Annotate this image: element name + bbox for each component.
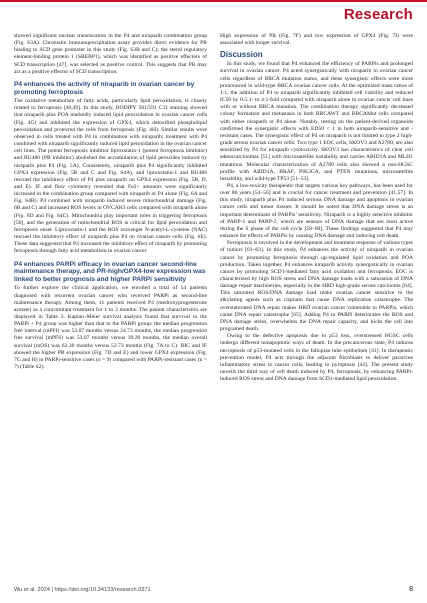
right-paragraph-4: Ferroptosis is involved in the development and treatment response of various types of tumors [61–63]. In this study, P4 enhances the activity of niraparib in ovarian cancer by promoting ferroptosis through up-regulated lipid oxidation and POA production. Taken together, P4 enhances niraparib activity synergistically in ovarian cancer by promoting SCD1-mediated fatty acid oxidation and ferroptosis. EOC is characterized by high ROS stress and DNA damage loads with a saturation of DNA damage repair machineries, especially in the HRD high-grade serous carcinoma [64]. This saturated ROS/DNA damage load make ovarian cancer sensitive to the alkylating agents such as cisplatin that cause DNA replication catastrophe. The overstaturated DNA repair makes HRD ovarian cancer vulnerable to PARPis, which cause DNA repair catastrophe [65]. Adding P4 to PARPi deteriorates the ROS and DNA damage stress, overwhelms the DNA repair capacity, and kicks the cell into programed death. <box>220 240 413 333</box>
section-heading-ferroptosis: P4 enhances the activity of niraparib in ovarian cancer by promoting ferroptosis <box>14 80 195 96</box>
right-column <box>220 33 413 383</box>
journal-name: Research <box>343 6 413 23</box>
section-heading-clinical: P4 enhances PARPi efficacy in ovarian cancer second-line maintenance therapy, and PR-high/GPX4-low expression was linked to better prognosis and higher PARPi sensitivity <box>14 260 206 283</box>
left-paragraph-2: The oxidative metabolism of fatty acids, particularly lipid peroxidation, is closely related to ferroptosis [48,49]. In this study, BODIPY 581/591 C11 staining showed that niraparib plus POA markedly induced lipid peroxidation in ovarian cancer cells (Fig. 4G) and inhibited the expression of GPX4, which detoxified phospholipid peroxidation and protected the cells from ferroptosis (Fig. 4H). Similar results were observed in cells treated with P4 in combination with niraparib; treatment with P4 combined with niraparib significantly induced lipid peroxidation in the ovarian cancer cell lines. The potent ferroptosis inhibitor liproxstatin-1 (potent ferroptosis inhibitor) and RU486 (PR inhibitor) abolished the accumulation of lipid peroxides induced by niraparib plus P4 (Fig. 5A). Consistently, niraparib plus P4 significantly inhibited GPX4 expression (Fig. 5B and C and Fig. S4A), and liproxstatin-1 and RU486 rescued the inhibitory effect of P4 plus niraparib on GPX4 expression (Fig. 5B, D, and E). IF and flow cytometry revealed that Fe2+ amounts were significantly increased in the combination group compared with niraparib or P4 alone (Fig. 6A and Fig. S4B). P4 combined with niraparib induced severe mitochondrial damage (Fig. 6B and C) and increased ROS levels in OVCAR3 cells compared with niraparib alone (Fig. 6D and Fig. S4C). Mitochondria play important roles in triggering ferroptosis [50], and the generation of mitochondrial ROS is critical for lipid peroxidation and ferroptosis onset. Liproxstatin-1 and the ROS scavenger N-acetyl-L-cysteine (NAC) rescued the inhibitory effect of niraparib plus P4 on ovarian cancer cells (Fig. 6E). These data suggested that P4 increased the inhibitory effect of niraparib by promoting ferroptosis through fatty acid metabolism in ovarian cancer. <box>14 98 207 255</box>
page-number: 8 <box>409 586 413 593</box>
header-accent-bar <box>0 0 427 2</box>
left-paragraph-3: To further explore the clinical application, we enrolled a total of 54 patients diagnosed with recurrent ovarian cancer who received PARPi as second-line maintenance therapy. Among them, 11 patients received P4 (medroxyprogesterone acetate) as a concomitant treatment for 1 to 3 months. The patient characteristics are displayed in Table 3. Kaplan–Meier survival analysis found that survival in the PARPi + P4 group was higher than that in the PARPi group: the median progression free interval (mPFI) was 53.07 months versus 24.73 months, the median progression free survival (mPFS) was 53.07 months versus 39.20 months, the median overall survival (mOS) was 62.30 months versus 52.73 months (Fig. 7A to C). IHC and IF showed the higher PR expression (Fig. 7D and E) and lower GPX4 expression (Fig. 7G and H) in PARPi-sensitive cases (n = 9) compared with PARPi-resistant cases (n = 7) (Table S2). <box>14 285 207 371</box>
right-paragraph-3: P4, a low-toxicity therapeutic that targets various key pathways, has been used for over 80 years [54–56] and is crucial for cancer treatment and prevention [41,57]. In this study, niraparib plus P4 induced serious DNA damage and apoptosis in ovarian cancer cells and tumor tissues. It should be noted that DNA damage stress is an important determinant of PARPis’ sensitivity. Niraparib is a highly selective inhibitor of PARP-1 and PARP-2, which are sensors of DNA damage that are most active during the S phase of the cell cycle [58–60]. These findings suggested that P4 may enhance the effects of PARPis by causing DNA damage and inducing cell death. <box>220 182 413 240</box>
right-paragraph-5: Owing to the defective apoptosis due to p53 loss, overstressed HGSC cells undergo different nonapoptotic ways of death. In the precancerous state, P4 induces necroptosis of p53-mutated cells in the fallopian tube epithelium [41]. In therapeutic prevention model, P4 acts through the adjacent fibroblasts to deliver paracrine inflammatory stress to cancer cells, leading to pyroptosis [42]. The present study unveils the third way of cell death induced by P4, ferroptosis, by enhancing PARPi-induced ROS stress and DNA damage from SCD1-mediated lipid peroxidation. <box>220 333 413 383</box>
right-paragraph-2: In this study, we found that P4 enhanced the efficiency of PARPis and prolonged survival in ovarian cancer. P4 acted synergistically with niraparib in ovarian cancer cells regardless of BRCA mutation status, and these synergistic effects were more pronounced in wild-type BRCA ovarian cancer cells. At the optimized mass ratios of 1:1, the addition of P4 to niraparib significantly inhibited cell viability and reduced IC50 by 0.5:1- to 4:1-fold compared with niraparib alone in ovarian cancer cell lines with or without BRCA mutation. The combination therapy significantly decreased colony formation and metastasis in both BRCAWT and BRCAMut cells compared with either niraparib or P4 alone. Notably, testing on the patient-derived organoids confirmed the synergistic effects with ED50 < 1 in both niraparib-sensitive and -resistant cases. The synergistic effect of P4 on niraparib is not limited to type 2 high-grade serous ovarian cancer cells. Two type 1 EOC cells, SKOV3 and A2780, are also sensitized by P4 for niraparib cytotoxicity. SKOV3 has characteristics of clear cell adenocarcinomas [51] with microsatellite instability and carries ARID1A and MLH1 mutations. Molecular characterization of A2780 cells also showed a non-HGSC profile with ARID1A, BRAF, PIK3CA, and PTEN mutations, microsatellite instability, and wild-type TP53 [51–53]. <box>220 61 413 182</box>
right-paragraph-1: High expression of PR (Fig. 7F) and low expression of GPX4 (Fig. 7I) were associated with longer survival. <box>220 33 413 47</box>
left-column <box>14 33 207 371</box>
section-heading-discussion: Discussion <box>220 50 263 60</box>
left-paragraph-1: showed significant nuclear translocation in the P4 and niraparib combination group (Fig. S3A). Chromatin immunoprecipitation assay provides direct evidence for PR binding to SCD gene promoter in this study (Fig. S3B and C); the sterol regulatory element-binding protein 1 (SREBP1), which was identified as positive effectors of SCD transcription [47], was selected as positive control. This suggests that PR may act as a positive effector of SCD transcription. <box>14 33 207 75</box>
footer-citation[interactable]: Wu et al. 2024 | https://doi.org/10.34133/research.0371 <box>14 587 151 593</box>
